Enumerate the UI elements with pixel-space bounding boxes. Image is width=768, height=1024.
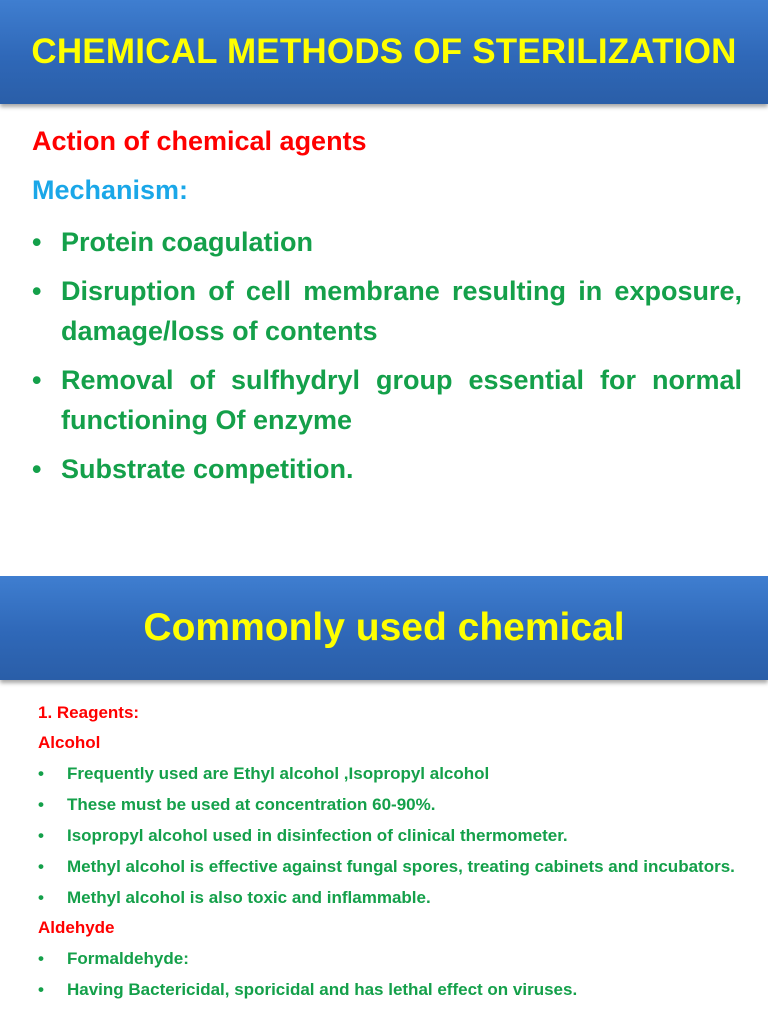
bullet-icon: •	[38, 826, 44, 845]
bullet-icon: •	[32, 276, 42, 306]
mechanism-heading: Mechanism:	[32, 175, 189, 205]
reagents-heading: 1. Reagents:	[38, 703, 140, 722]
list-item	[38, 947, 742, 971]
alcohol-list	[38, 762, 742, 910]
list-item	[38, 824, 742, 848]
list-item-text: Frequently used are Ethyl alcohol ,Isopropyl alcohol	[67, 764, 490, 783]
bullet-icon: •	[38, 857, 44, 876]
slide2-title: Commonly used chemical	[143, 606, 625, 649]
bullet-icon: •	[38, 764, 44, 783]
list-item-text: Having Bactericidal, sporicidal and has lethal effect on viruses.	[67, 980, 578, 999]
list-item	[32, 360, 742, 440]
slide-commonly-used-chemical	[0, 576, 768, 1024]
slide1-title-banner	[0, 0, 768, 104]
list-item-text: Substrate competition.	[61, 454, 354, 484]
bullet-icon: •	[32, 365, 42, 395]
list-item-text: Protein coagulation	[61, 227, 314, 257]
slide1-title: CHEMICAL METHODS OF STERILIZATION	[31, 32, 737, 71]
list-item	[32, 222, 742, 262]
alcohol-heading: Alcohol	[38, 733, 101, 752]
list-item-text: Methyl alcohol is effective against fungal spores, treating cabinets and incubators.	[67, 857, 735, 876]
bullet-icon: •	[38, 949, 44, 968]
list-item	[32, 271, 742, 351]
list-item	[38, 886, 742, 910]
list-item-text: Disruption of cell membrane resulting in exposure, damage/loss of contents	[61, 276, 742, 346]
list-item	[38, 855, 742, 879]
list-item-text: Removal of sulfhydryl group essential for normal functioning Of enzyme	[61, 365, 742, 435]
slide1-content	[32, 124, 742, 498]
list-item	[32, 449, 742, 489]
list-item	[38, 762, 742, 786]
list-item-text: Isopropyl alcohol used in disinfection of clinical thermometer.	[67, 826, 568, 845]
slide-divider	[0, 560, 768, 576]
list-item-text: Formaldehyde:	[67, 949, 189, 968]
list-item	[38, 978, 742, 1002]
list-item	[38, 793, 742, 817]
bullet-icon: •	[38, 795, 44, 814]
slide2-title-banner	[0, 576, 768, 680]
aldehyde-list	[38, 947, 742, 1002]
bullet-icon: •	[38, 980, 44, 999]
slide2-content	[38, 702, 742, 1009]
mechanism-list	[32, 222, 742, 489]
bullet-icon: •	[32, 454, 42, 484]
action-heading: Action of chemical agents	[32, 126, 367, 156]
bullet-icon: •	[38, 888, 44, 907]
bullet-icon: •	[32, 227, 42, 257]
aldehyde-heading: Aldehyde	[38, 918, 115, 937]
list-item-text: Methyl alcohol is also toxic and inflammable.	[67, 888, 431, 907]
list-item-text: These must be used at concentration 60-90%.	[67, 795, 436, 814]
